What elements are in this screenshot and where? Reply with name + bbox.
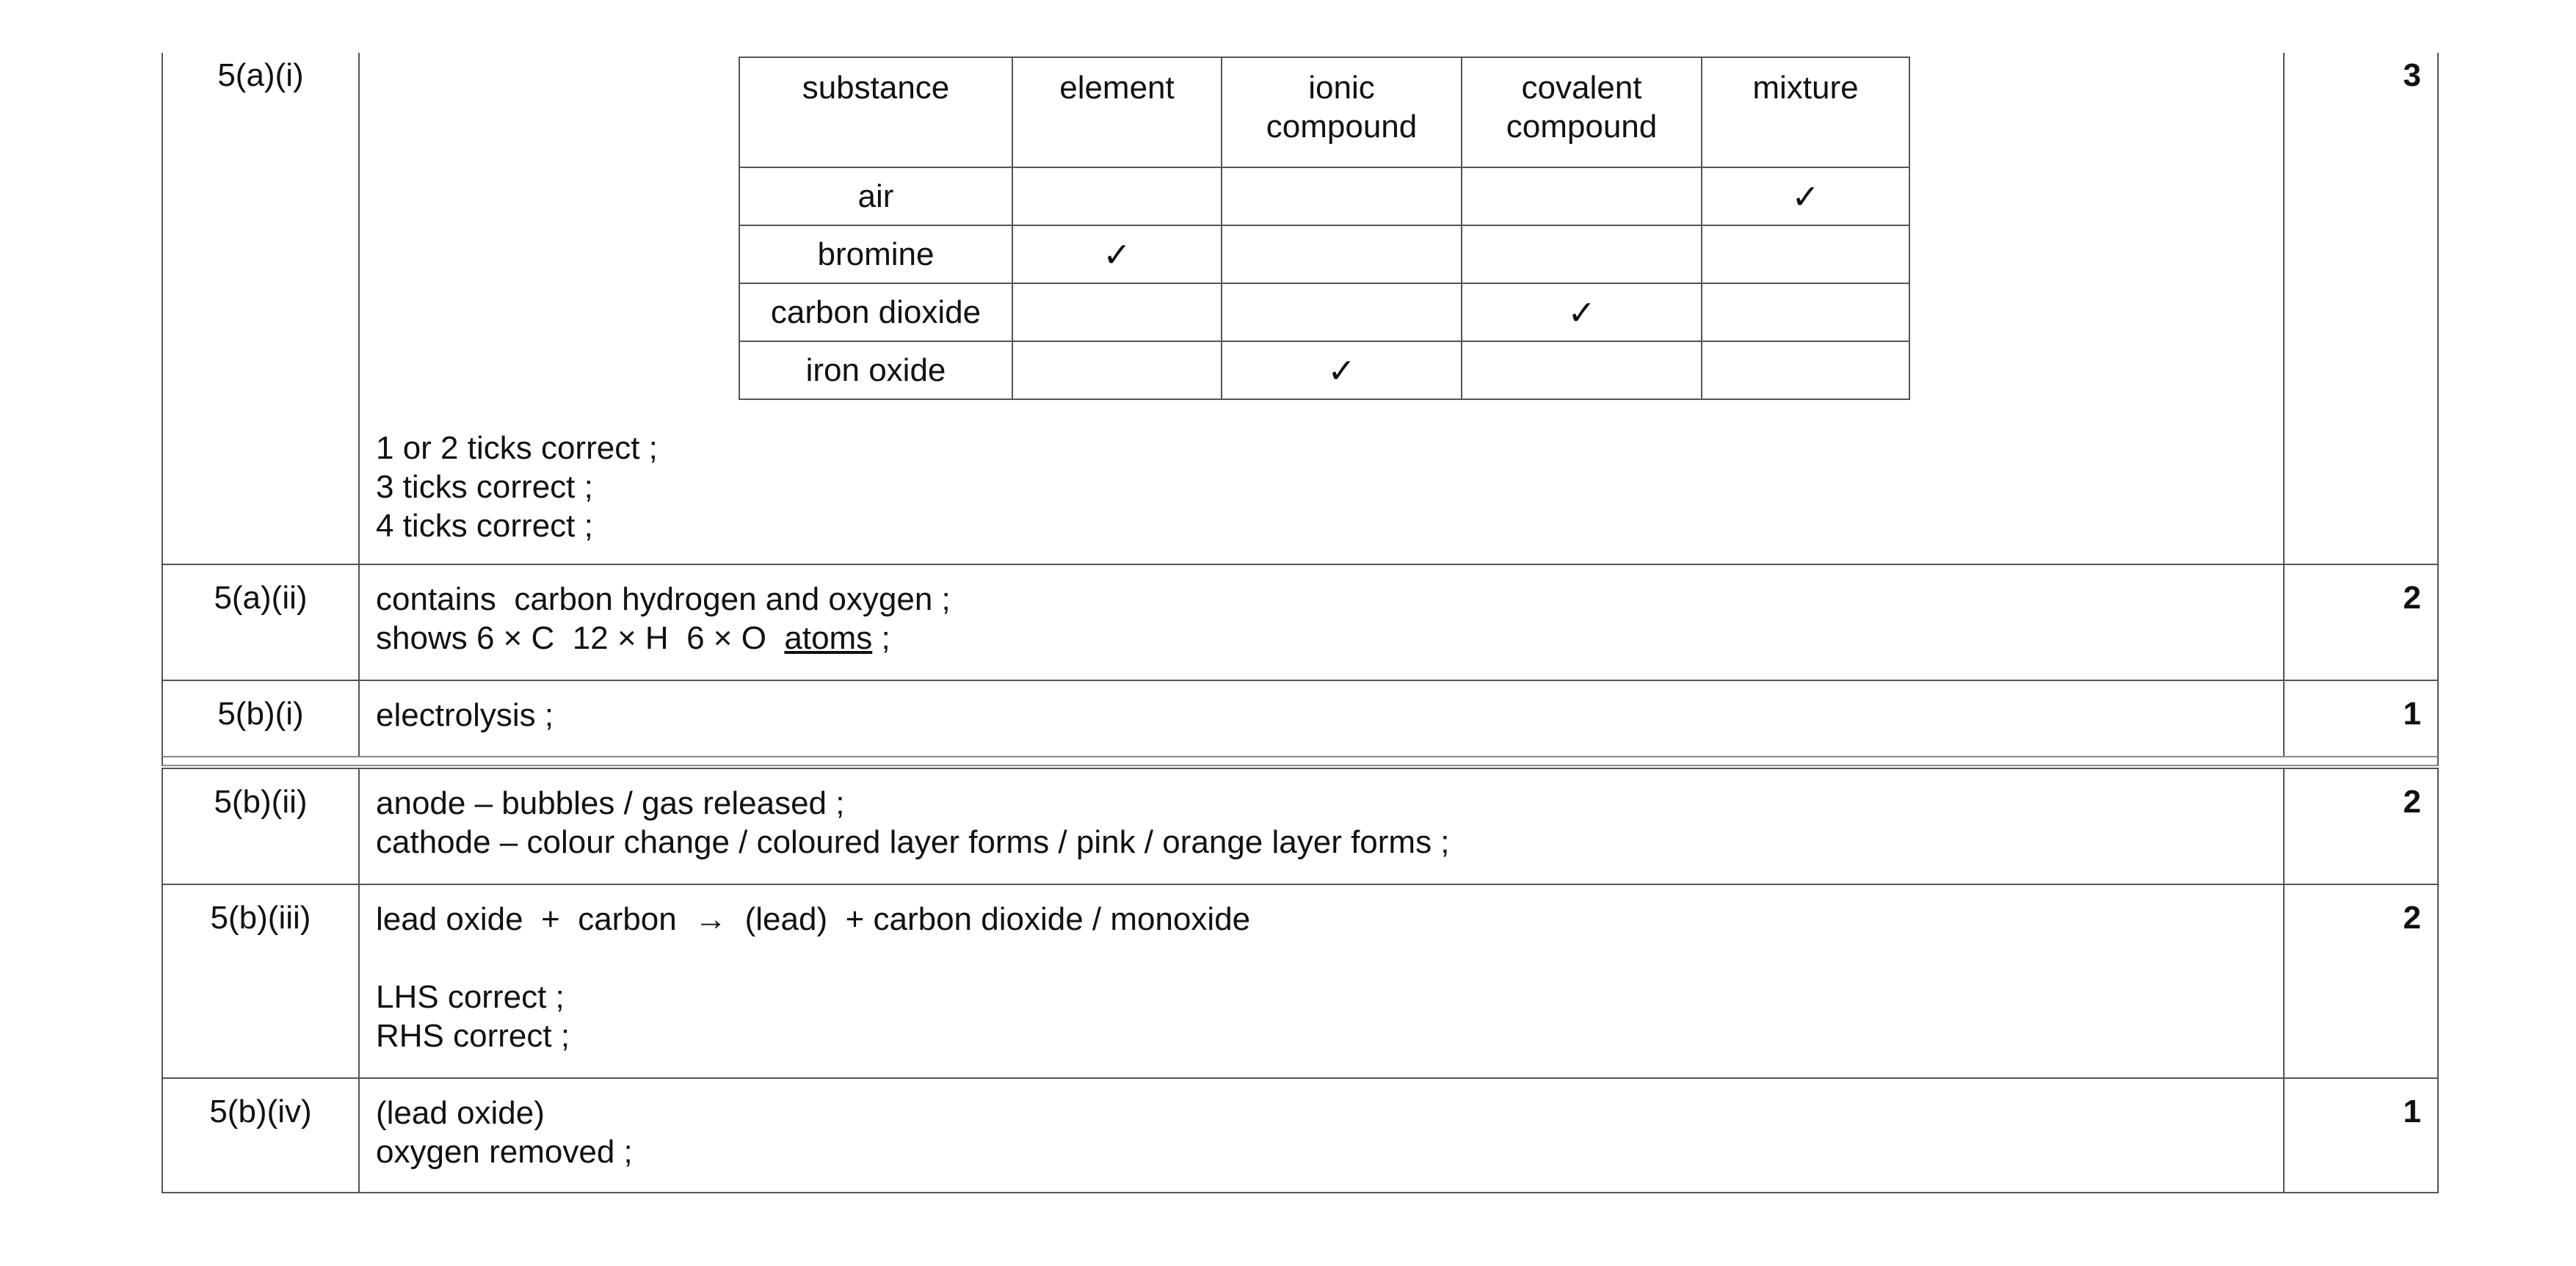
answer-line: oxygen removed ;	[376, 1134, 633, 1170]
question-number: 5(a)(ii)	[163, 565, 360, 681]
marks-cell: 2	[2403, 784, 2421, 820]
tick-cell	[1702, 225, 1909, 283]
header-mixture: mixture	[1702, 57, 1909, 167]
row-5biii	[162, 884, 2439, 1079]
substance-cell: iron oxide	[739, 341, 1012, 399]
tick-cell	[1222, 225, 1462, 283]
table-row	[739, 167, 1909, 225]
tick-cell	[1012, 341, 1222, 399]
tick-cell: ✓	[1012, 225, 1222, 283]
marks-cell: 1	[2403, 1094, 2421, 1129]
answer-line: RHS correct ;	[376, 1018, 570, 1054]
marks-cell: 2	[2403, 900, 2421, 936]
marks-cell: 1	[2403, 696, 2421, 732]
header-substance: substance	[739, 57, 1012, 167]
tick-cell	[1222, 283, 1462, 341]
question-number: 5(a)(i)	[163, 53, 360, 565]
tick-cell	[1012, 167, 1222, 225]
answer-line: 3 ticks correct ;	[376, 469, 593, 505]
substance-cell: bromine	[739, 225, 1012, 283]
tick-cell: ✓	[1702, 167, 1909, 225]
tick-cell	[1462, 341, 1702, 399]
answer-line: contains carbon hydrogen and oxygen ;	[376, 581, 951, 617]
answer-cell	[360, 1079, 2285, 1192]
answer-line: cathode – colour change / coloured layer forms / pink / orange layer forms ;	[376, 824, 1450, 860]
answer-line	[376, 939, 2283, 978]
answer-line: 4 ticks correct ;	[376, 508, 593, 544]
row-5biv	[162, 1077, 2439, 1193]
question-number: 5(b)(iv)	[163, 1079, 360, 1192]
marks-cell: 3	[2403, 57, 2421, 93]
answer-cell	[360, 885, 2285, 1079]
tick-cell: ✓	[1462, 283, 1702, 341]
tick-cell	[1702, 283, 1909, 341]
table-row	[739, 283, 1909, 341]
question-number: 5(b)(i)	[163, 681, 360, 757]
substance-cell: carbon dioxide	[739, 283, 1012, 341]
answer-line: lead oxide + carbon → (lead) + carbon dioxide / monoxide	[376, 901, 1251, 937]
underlined-word: atoms	[784, 620, 873, 656]
answer-line: electrolysis ;	[376, 697, 554, 733]
header-element: element	[1012, 57, 1222, 167]
answer-line: anode – bubbles / gas released ;	[376, 785, 845, 821]
tick-cell	[1012, 283, 1222, 341]
substance-cell: air	[739, 167, 1012, 225]
answer-cell	[360, 681, 2285, 757]
question-number: 5(b)(iii)	[163, 885, 360, 1079]
tick-cell	[1222, 167, 1462, 225]
page-break-divider	[162, 756, 2439, 766]
answer-line: LHS correct ;	[376, 979, 565, 1015]
answer-cell	[360, 565, 2285, 681]
table-row	[739, 341, 1909, 399]
header-ionic-compound: ionic compound	[1222, 57, 1462, 167]
tick-cell: ✓	[1222, 341, 1462, 399]
marks-cell: 2	[2403, 580, 2421, 616]
classification-table	[739, 57, 1910, 400]
tick-cell	[1462, 225, 1702, 283]
row-5aii	[162, 564, 2439, 681]
answer-cell	[360, 769, 2285, 885]
tick-cell	[1702, 341, 1909, 399]
row-5bi	[162, 680, 2439, 757]
row-5bii	[162, 768, 2439, 885]
answer-line: shows 6 × C 12 × H 6 × O atoms ;	[376, 620, 890, 656]
table-row	[739, 225, 1909, 283]
header-covalent-compound: covalent compound	[1462, 57, 1702, 167]
answer-line: 1 or 2 ticks correct ;	[376, 430, 658, 466]
answer-line: (lead oxide)	[376, 1095, 545, 1131]
question-number: 5(b)(ii)	[163, 769, 360, 885]
tick-cell	[1462, 167, 1702, 225]
